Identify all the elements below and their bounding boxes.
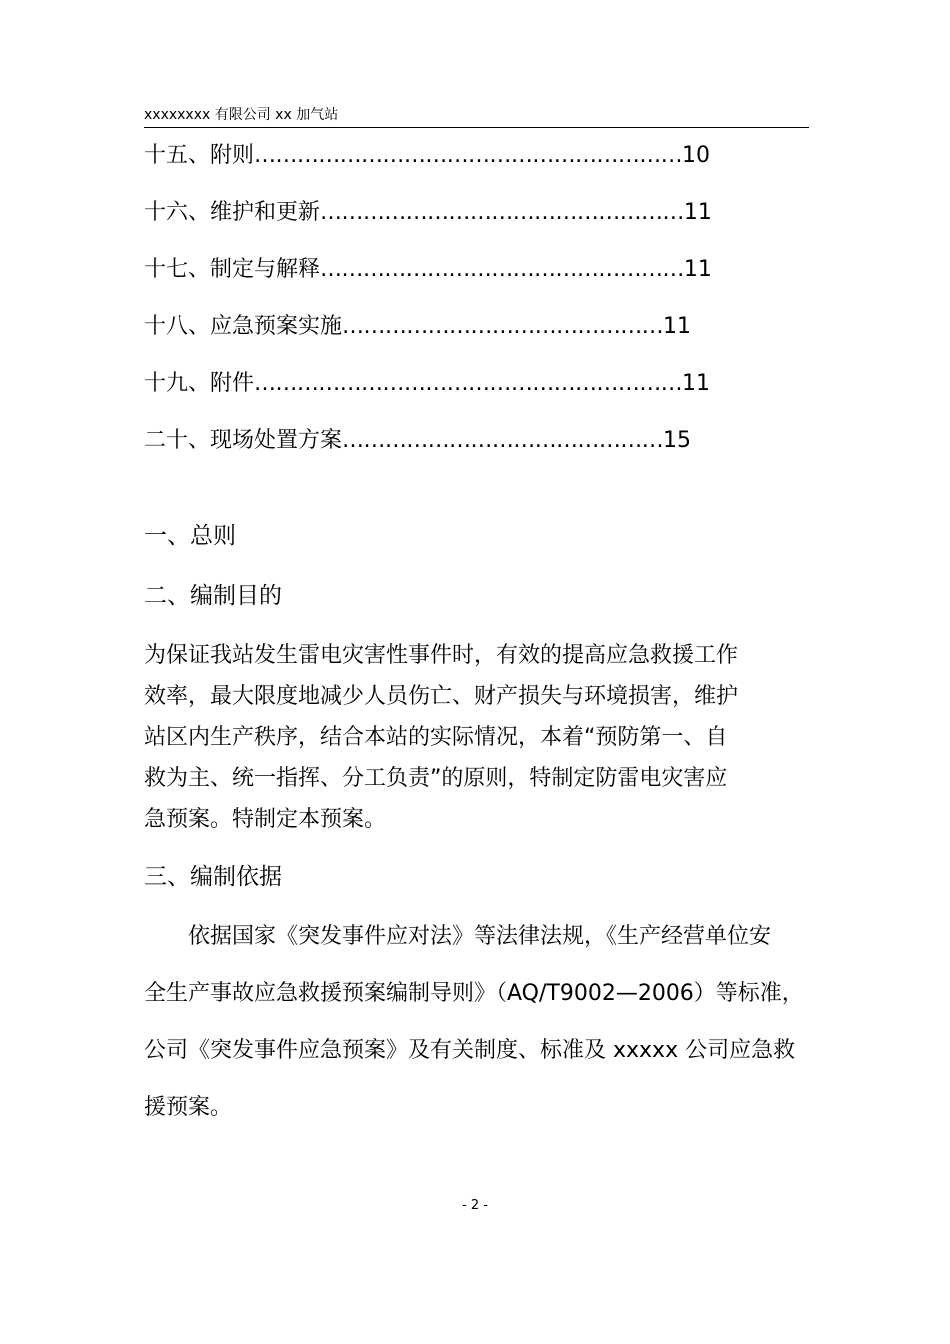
toc-entry[interactable] (144, 314, 691, 340)
toc-entry-leader: …………………………………………… (320, 257, 684, 282)
toc-entry-page: 15 (663, 428, 692, 453)
toc-entry-title: 十六、维护和更新 (144, 200, 321, 225)
paragraph-line: 急预案。特制定本预案。 (144, 807, 387, 832)
toc-entry[interactable] (144, 143, 710, 169)
toc-entry-leader: …………………………………………… (320, 200, 684, 225)
toc-entry-title: 十五、附则 (144, 143, 255, 168)
toc-entry-page: 11 (683, 200, 712, 225)
paragraph-line: 援预案。 (144, 1095, 233, 1120)
toc-entry-title: 十八、应急预案实施 (144, 314, 343, 339)
toc-entry[interactable] (144, 200, 712, 226)
basis-paragraph (144, 908, 824, 1136)
page-number: - 2 - (462, 1198, 488, 1213)
toc-entry-page: 11 (683, 257, 712, 282)
section-heading-general: 一、总则 (144, 523, 236, 549)
paragraph-line: 效率，最大限度地减少人员伤亡、财产损失与环境损害，维护 (144, 684, 739, 709)
toc-entry-page: 11 (663, 314, 692, 339)
toc-entry-leader: ……………………………………… (342, 428, 664, 453)
toc-entry[interactable] (144, 428, 691, 454)
paragraph-line: 公司《突发事件应急预案》及有关制度、标准及 xxxxx 公司应急救 (144, 1038, 796, 1063)
header-divider (144, 127, 809, 128)
purpose-paragraph (144, 635, 824, 840)
toc-entry-page: 11 (682, 371, 711, 396)
toc-entry-title: 十七、制定与解释 (144, 257, 321, 282)
section-heading-purpose: 二、编制目的 (144, 583, 282, 609)
toc-entry-title: 二十、现场处置方案 (144, 428, 343, 453)
section-heading-basis: 三、编制依据 (144, 864, 282, 890)
paragraph-line: 依据国家《突发事件应对法》等法律法规，《生产经营单位安 (188, 924, 772, 949)
toc-entry-title: 十九、附件 (144, 371, 255, 396)
toc-entry-leader: …………………………………………………… (254, 371, 683, 396)
page-header: xxxxxxxx 有限公司 xx 加气站 (144, 107, 339, 123)
paragraph-line: 站区内生产秩序，结合本站的实际情况，本着“预防第一、自 (144, 725, 728, 750)
paragraph-line: 为保证我站发生雷电灾害性事件时，有效的提高应急救援工作 (144, 643, 739, 668)
toc-entry-page: 10 (682, 143, 711, 168)
toc-entry-leader: …………………………………………………… (254, 143, 683, 168)
paragraph-line: 全生产事故应急救援预案编制导则》（AQ/T9002—2006）等标准， (144, 981, 804, 1006)
paragraph-line: 救为主、统一指挥、分工负责”的原则，特制定防雷电灾害应 (144, 766, 728, 791)
toc-entry-leader: ……………………………………… (342, 314, 664, 339)
toc-entry[interactable] (144, 371, 710, 397)
toc-entry[interactable] (144, 257, 712, 283)
